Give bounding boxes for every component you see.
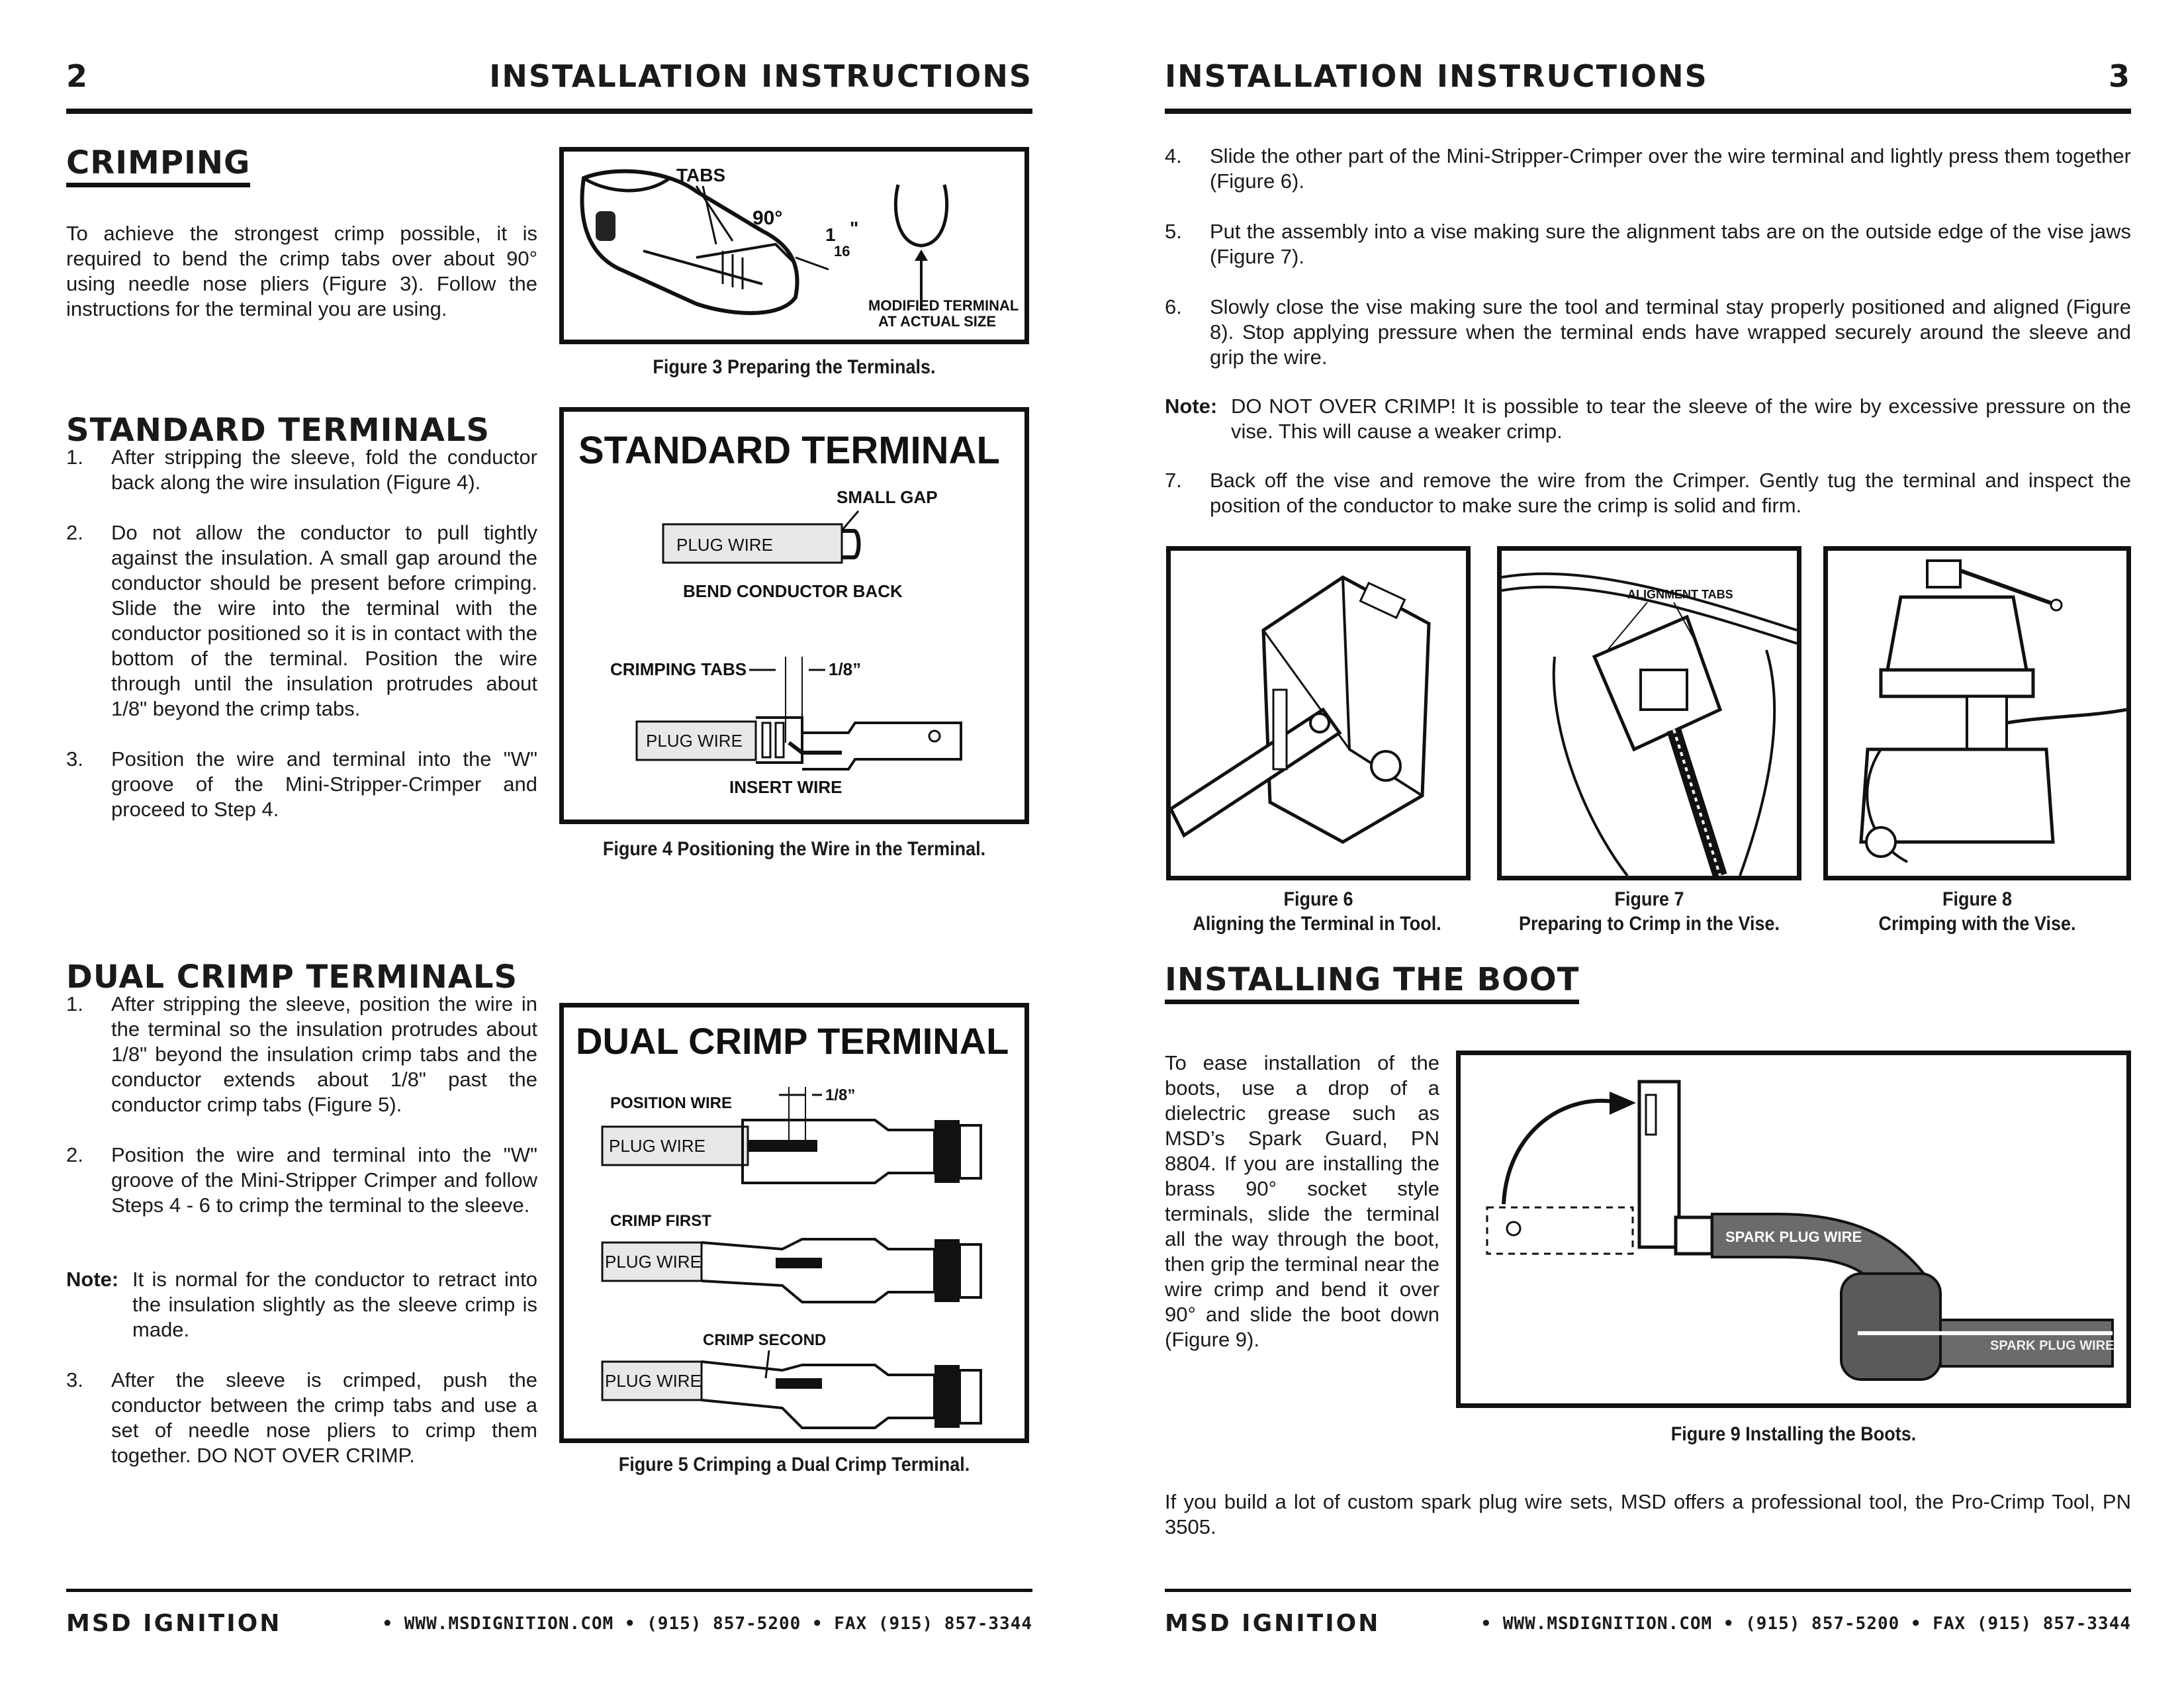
footer-brand: MSD IGNITION: [1165, 1610, 1381, 1637]
fig5-crimp-second: CRIMP SECOND: [703, 1331, 827, 1349]
footer-rule: [1165, 1589, 2131, 1592]
fig4-small-gap: SMALL GAP: [837, 487, 938, 507]
list-item: [66, 992, 537, 1117]
note-text: It is normal for the conductor to retract into the insulation slightly as the sleeve crimp is made.: [132, 1268, 537, 1341]
fig4-eighth: 1/8”: [829, 659, 862, 679]
standard-terminals-title: STANDARD TERMINALS: [66, 412, 490, 449]
fig7-alignment-tabs: ALIGNMENT TABS: [1627, 588, 1733, 601]
footer-rule: [66, 1589, 1032, 1592]
note-label: Note:: [1165, 395, 1218, 418]
fig5-crimp-first: CRIMP FIRST: [610, 1212, 711, 1230]
fig4-plug-wire-1: PLUG WIRE: [676, 535, 773, 555]
fig3-fraction-num: 1: [825, 224, 836, 245]
figure-6-label: Figure 6: [1283, 888, 1353, 910]
figure-3-frame: [559, 147, 1029, 344]
fig4-insert-wire: INSERT WIRE: [729, 777, 842, 797]
fig5-eighth: 1/8”: [825, 1086, 856, 1104]
fig3-tabs-label: TABS: [676, 165, 726, 185]
fig5-plug-wire-3: PLUG WIRE: [605, 1371, 702, 1391]
right-page-header: [1165, 58, 2131, 114]
right-steps: [1165, 144, 2131, 395]
left-page-number: 2: [66, 58, 89, 94]
list-item: [66, 1143, 537, 1218]
fig4-bend-back: BEND CONDUCTOR BACK: [683, 581, 903, 601]
crimping-text: To achieve the strongest crimp possible, it is required to bend the crimp tabs over about 90° using needle nose pliers (Figure 3). Follow the instructions for the terminal you are using.: [66, 222, 537, 320]
figure-6-frame: [1166, 546, 1471, 880]
step-number: 1.: [66, 992, 83, 1015]
figure-5-frame: [559, 1003, 1029, 1443]
step-text: After the sleeve is crimped, push the conductor between the crimp tabs and use a set of needle nose pliers to crimp them together. DO NOT OVER CRIMP.: [111, 1368, 537, 1467]
step-number: 3.: [66, 1368, 83, 1391]
right-note: [1165, 394, 2131, 444]
list-item: [66, 520, 537, 722]
note-label: Note:: [66, 1268, 119, 1291]
vise-prep-illustration: [1502, 551, 1797, 876]
fig9-wire-label-1: SPARK PLUG WIRE: [1725, 1229, 1862, 1245]
dual-crimp-title: DUAL CRIMP TERMINALS: [66, 959, 518, 996]
header-rule: [1165, 109, 2131, 114]
step-text: Position the wire and terminal into the "W" groove of the Mini-Stripper-Crimper and proceed to Step 4.: [111, 747, 537, 821]
list-item: [66, 1368, 537, 1468]
dual-step-3: [66, 1368, 537, 1493]
figure-9-caption: Figure 9 Installing the Boots.: [1670, 1423, 1917, 1445]
figure-4-frame: [559, 407, 1029, 824]
figure-4-caption: Figure 4 Positioning the Wire in the Terminal.: [602, 838, 986, 860]
right-page-number: 3: [2108, 58, 2131, 94]
figure-9-frame: [1456, 1051, 2131, 1408]
closing-text: If you build a lot of custom spark plug wire sets, MSD offers a professional tool, the Pro-Crimp Tool, PN 3505.: [1165, 1490, 2131, 1538]
footer-brand: MSD IGNITION: [66, 1610, 282, 1637]
fig3-angle-label: 90°: [752, 207, 783, 229]
figure-8-label: Figure 8: [1942, 888, 2013, 910]
fig3-inch-mark: ": [850, 218, 859, 238]
fig4-crimping-tabs: CRIMPING TABS: [610, 659, 747, 679]
fig3-fraction-den: 16: [834, 243, 850, 259]
boot-install-illustration: [1461, 1055, 2126, 1403]
step-text: Slide the other part of the Mini-Stripper-Crimper over the wire terminal and lightly press them together (Figure 6).: [1210, 144, 2131, 193]
figure-6-caption: Aligning the Terminal in Tool.: [1193, 913, 1441, 935]
list-item: [1165, 468, 2131, 518]
vise-crimp-illustration: [1828, 551, 2126, 876]
boot-text: To ease installation of the boots, use a drop of a dielectric grease such as MSD’s Spark Guard, PN 8804. If you are installing the brass 90° socket style terminals, slide the terminal all the way through the boot, then grip the terminal near the wire crimp and bend it over 90° and slide the boot down (Figure 9).: [1165, 1051, 1439, 1351]
fig4-title: STANDARD TERMINAL: [578, 429, 1000, 472]
fig5-plug-wire-2: PLUG WIRE: [605, 1252, 702, 1272]
figure-7-label: Figure 7: [1614, 888, 1684, 910]
fig3-modified-1: MODIFIED TERMINAL: [868, 297, 1019, 314]
step-number: 2.: [66, 521, 83, 544]
dual-crimp-illustration: [564, 1008, 1024, 1438]
terminal-prep-illustration: [564, 152, 1024, 340]
figure-3-caption: Figure 3 Preparing the Terminals.: [653, 356, 936, 378]
footer-contact: • WWW.MSDIGNITION.COM • (915) 857-5200 • FAX (915) 857-3344: [1480, 1614, 2131, 1634]
step-text: Position the wire and terminal into the "W" groove of the Mini-Stripper Crimper and follow Steps 4 - 6 to crimp the terminal to the sleeve.: [111, 1143, 537, 1217]
note-text: DO NOT OVER CRIMP! It is possible to tear the sleeve of the wire by excessive pressure on the vise. This will cause a weaker crimp.: [1231, 395, 2131, 443]
fig9-wire-label-2: SPARK PLUG WIRE: [1990, 1338, 2115, 1353]
step-number: 6.: [1165, 295, 1182, 318]
step-text: Do not allow the conductor to pull tightly against the insulation. A small gap around the conductor should be present before crimping. Slide the wire into the terminal with the conductor positioned so it is in contact with the bottom of the terminal. Position the wire through until the insulation protrudes about 1/8" beyond the crimp tabs.: [111, 521, 537, 720]
dual-steps: [66, 992, 537, 1243]
list-item: [66, 747, 537, 822]
installing-boot-title: INSTALLING THE BOOT: [1165, 961, 1579, 1004]
standard-terminal-illustration: [564, 412, 1024, 820]
step-text: After stripping the sleeve, fold the conductor back along the wire insulation (Figure 4).: [111, 445, 537, 494]
right-step-7: [1165, 468, 2131, 543]
crimping-title: CRIMPING: [66, 144, 250, 187]
list-item: [1165, 144, 2131, 194]
step-number: 3.: [66, 747, 83, 771]
step-text: After stripping the sleeve, position the wire in the terminal so the insulation protrudes about 1/8" beyond the insulation crimp tabs and the conductor extends about 1/8" past the conductor crimp tabs (Figure 5).: [111, 992, 537, 1116]
step-number: 1.: [66, 445, 83, 469]
footer-contact: • WWW.MSDIGNITION.COM • (915) 857-5200 • FAX (915) 857-3344: [382, 1614, 1032, 1634]
left-header-title: INSTALLATION INSTRUCTIONS: [489, 58, 1032, 94]
figure-8-frame: [1823, 546, 2131, 880]
figure-7-frame: [1497, 546, 1801, 880]
figure-7-caption: Preparing to Crimp in the Vise.: [1518, 913, 1780, 935]
figure-8-caption: Crimping with the Vise.: [1878, 913, 2076, 935]
right-header-title: INSTALLATION INSTRUCTIONS: [1165, 58, 1708, 94]
list-item: [66, 445, 537, 495]
step-number: 5.: [1165, 220, 1182, 243]
fig5-position-wire: POSITION WIRE: [610, 1094, 733, 1112]
list-item: [1165, 295, 2131, 370]
fig3-modified-2: AT ACTUAL SIZE: [878, 313, 997, 330]
step-number: 7.: [1165, 469, 1182, 492]
step-text: Back off the vise and remove the wire from the Crimper. Gently tug the terminal and inspect the position of the conductor to make sure the crimp is solid and firm.: [1210, 469, 2131, 517]
fig5-title: DUAL CRIMP TERMINAL: [576, 1020, 1009, 1062]
crimper-tool-illustration: [1171, 551, 1466, 876]
step-number: 2.: [66, 1143, 83, 1166]
list-item: [1165, 219, 2131, 269]
fig4-plug-wire-2: PLUG WIRE: [646, 731, 743, 751]
step-text: Slowly close the vise making sure the tool and terminal stay properly positioned and aligned (Figure 8). Stop applying pressure when the terminal ends have wrapped securely around the sleeve and grip the wire.: [1210, 295, 2131, 369]
figure-5-caption: Figure 5 Crimping a Dual Crimp Terminal.: [618, 1454, 970, 1476]
header-rule: [66, 109, 1032, 114]
dual-note: [66, 1267, 537, 1342]
fig5-plug-wire-1: PLUG WIRE: [609, 1136, 705, 1156]
left-page-header: [66, 58, 1032, 114]
step-text: Put the assembly into a vise making sure the alignment tabs are on the outside edge of the vise jaws (Figure 7).: [1210, 220, 2131, 268]
right-footer: [1165, 1589, 2131, 1635]
left-footer: [66, 1589, 1032, 1635]
step-number: 4.: [1165, 144, 1182, 167]
standard-steps: [66, 445, 537, 847]
